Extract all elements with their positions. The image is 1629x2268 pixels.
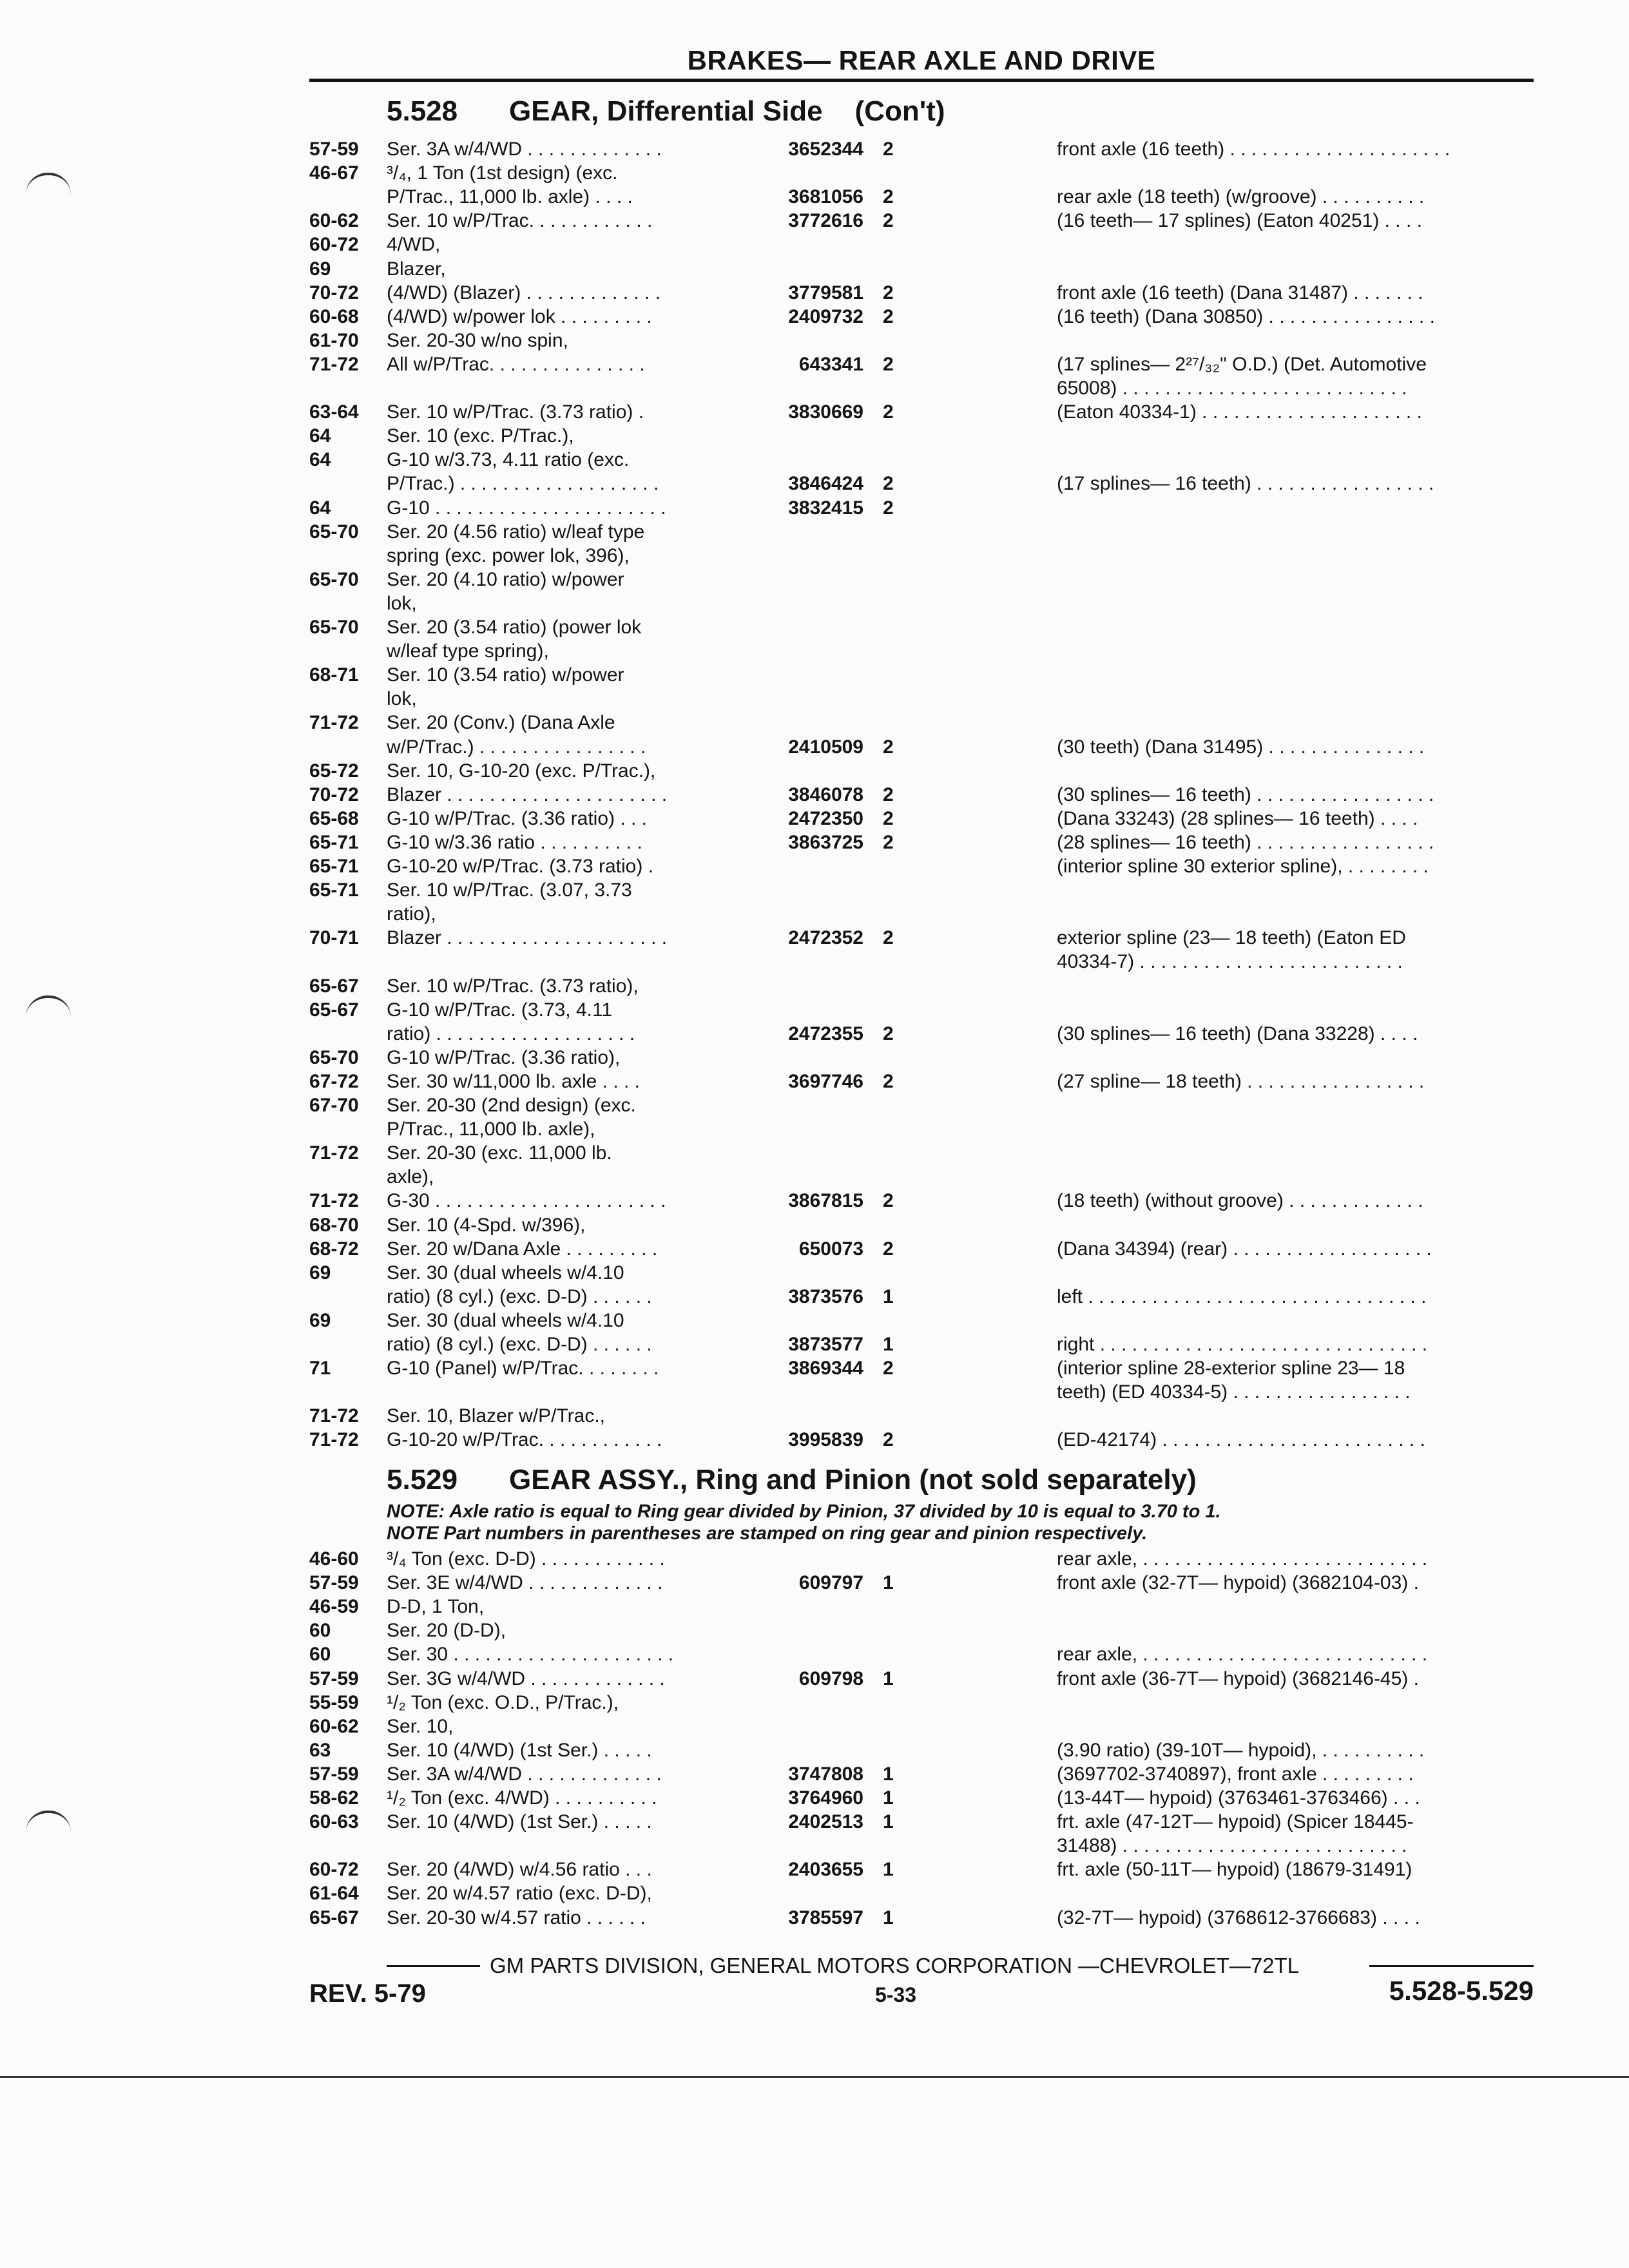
part-number: 2472350	[788, 807, 863, 829]
application: Ser. 20 (D-D),	[387, 1620, 506, 1642]
application: spring (exc. power lok, 396),	[387, 544, 630, 566]
model-years: 71-72	[309, 1429, 359, 1451]
part-number: 3873577	[788, 1334, 863, 1355]
model-years: 46-67	[309, 162, 359, 184]
remarks: (17 splines— 2²⁷/₃₂" O.D.) (Det. Automotive	[1057, 353, 1427, 375]
application: G-10 . . . . . . . . . . . . . . . . . . . . . .	[387, 497, 666, 519]
application: 4/WD,	[387, 234, 441, 256]
part-number: 3697746	[788, 1070, 863, 1092]
model-years: 64	[309, 425, 331, 447]
section-title: GEAR, Differential Side	[509, 95, 823, 127]
part-number: 3772616	[788, 210, 863, 232]
model-years: 65-70	[309, 1046, 359, 1068]
part-number: 3869344	[788, 1358, 863, 1379]
remarks: (30 splines— 16 teeth) . . . . . . . . . . . . . . . . .	[1057, 783, 1434, 805]
quantity: 2	[883, 139, 894, 160]
part-number: 3867815	[788, 1190, 863, 1212]
application: G-30 . . . . . . . . . . . . . . . . . . . . . .	[387, 1190, 666, 1212]
section-heading-5-528	[387, 95, 945, 128]
model-years: 65-70	[309, 617, 359, 638]
remarks: 65008) . . . . . . . . . . . . . . . . . . . . . . . . . . .	[1057, 378, 1407, 399]
remarks: (3697702-3740897), front axle . . . . . . . . .	[1057, 1763, 1414, 1785]
application: G-10 w/P/Trac. (3.73, 4.11	[387, 999, 613, 1021]
part-number: 3652344	[788, 139, 863, 160]
application: Ser. 10 (exc. P/Trac.),	[387, 425, 574, 447]
model-years: 69	[309, 258, 331, 280]
quantity: 2	[883, 210, 894, 232]
application: Ser. 10 (4/WD) (1st Ser.) . . . . .	[387, 1811, 652, 1833]
part-number: 3681056	[788, 186, 863, 208]
quantity: 2	[883, 353, 894, 375]
remarks: (27 spline— 18 teeth) . . . . . . . . . . . . . . . . .	[1057, 1070, 1425, 1092]
quantity: 2	[883, 1238, 894, 1260]
application: w/P/Trac.) . . . . . . . . . . . . . . . .	[387, 736, 646, 758]
application: Ser. 20-30 w/no spin,	[387, 329, 568, 351]
part-number: 2472355	[788, 1023, 863, 1044]
application: Ser. 20 (3.54 ratio) (power lok	[387, 617, 642, 638]
note-axle-ratio: NOTE: Axle ratio is equal to Ring gear divided by Pinion, 37 divided by 10 is equal to 3.70 to 1.	[387, 1501, 1221, 1522]
remarks: right . . . . . . . . . . . . . . . . . . . . . . . . . . . . . . .	[1057, 1334, 1428, 1355]
application: P/Trac., 11,000 lb. axle) . . . .	[387, 186, 633, 208]
model-years: 68-72	[309, 1238, 359, 1260]
part-number: 609798	[798, 1667, 863, 1689]
model-years: 71-72	[309, 1142, 359, 1164]
remarks: (3.90 ratio) (39-10T— hypoid), . . . . . . . . . .	[1057, 1739, 1425, 1761]
application: Ser. 10 w/P/Trac. (3.73 ratio),	[387, 975, 639, 997]
quantity: 2	[883, 1023, 894, 1044]
part-number: 3995839	[788, 1429, 863, 1451]
model-years: 64	[309, 497, 331, 519]
remarks: (13-44T— hypoid) (3763461-3763466) . . .	[1057, 1787, 1420, 1809]
application: ³/₄ Ton (exc. D-D) . . . . . . . . . . . .	[387, 1548, 665, 1570]
application: Ser. 10, G-10-20 (exc. P/Trac.),	[387, 760, 656, 782]
section-title: GEAR ASSY., Ring and Pinion (not sold separately)	[509, 1464, 1197, 1495]
model-years: 57-59	[309, 139, 359, 160]
application: ¹/₂ Ton (exc. O.D., P/Trac.),	[387, 1691, 619, 1713]
part-number: 3863725	[788, 831, 863, 853]
remarks: front axle (36-7T— hypoid) (3682146-45) .	[1057, 1667, 1419, 1689]
application: G-10 w/3.73, 4.11 ratio (exc.	[387, 449, 630, 471]
model-years: 65-68	[309, 807, 359, 829]
application: Ser. 20 (4.10 ratio) w/power	[387, 568, 624, 590]
model-years: 65-70	[309, 568, 359, 590]
part-number: 3785597	[788, 1907, 863, 1928]
model-years: 57-59	[309, 1763, 359, 1785]
part-number: 609797	[798, 1572, 863, 1594]
application: G-10 (Panel) w/P/Trac. . . . . . . .	[387, 1358, 659, 1379]
quantity: 1	[883, 1763, 894, 1785]
page-header-title: BRAKES— REAR AXLE AND DRIVE	[687, 45, 1156, 75]
model-years: 61-64	[309, 1883, 359, 1905]
model-years: 65-67	[309, 999, 359, 1021]
remarks: front axle (16 teeth) . . . . . . . . . . . . . . . . . . . . .	[1057, 139, 1451, 160]
model-years: 65-67	[309, 975, 359, 997]
model-years: 60	[309, 1620, 331, 1642]
binder-hole-mark	[26, 995, 71, 1017]
model-years: 64	[309, 449, 331, 471]
footer-section-range: 5.528-5.529	[1389, 1975, 1534, 2006]
part-number: 3832415	[788, 497, 863, 519]
quantity: 2	[883, 282, 894, 303]
quantity: 1	[883, 1907, 894, 1928]
model-years: 46-59	[309, 1596, 359, 1618]
model-years: 60-63	[309, 1811, 359, 1833]
model-years: 70-72	[309, 282, 359, 303]
application: G-10 w/3.36 ratio . . . . . . . . . .	[387, 831, 642, 853]
model-years: 55-59	[309, 1691, 359, 1713]
model-years: 57-59	[309, 1667, 359, 1689]
application: P/Trac.) . . . . . . . . . . . . . . . . . . .	[387, 473, 659, 495]
model-years: 60-72	[309, 234, 359, 256]
model-years: 70-72	[309, 783, 359, 805]
model-years: 63-64	[309, 401, 359, 423]
application: G-10 w/P/Trac. (3.36 ratio),	[387, 1046, 621, 1068]
model-years: 65-71	[309, 879, 359, 901]
section-heading-5-529	[387, 1464, 1197, 1496]
quantity: 2	[883, 473, 894, 495]
part-number: 3764960	[788, 1787, 863, 1809]
footer-page-number: 5-33	[874, 1983, 917, 2006]
quantity: 2	[883, 186, 894, 208]
remarks: 31488) . . . . . . . . . . . . . . . . . . . . . . . . . . .	[1057, 1835, 1407, 1857]
model-years: 67-72	[309, 1070, 359, 1092]
quantity: 1	[883, 1572, 894, 1594]
part-number: 650073	[798, 1238, 863, 1260]
part-number: 2409732	[788, 305, 863, 327]
footer-corporation: GM PARTS DIVISION, GENERAL MOTORS CORPORATION —CHEVROLET—72TL	[490, 1954, 1300, 1977]
application: Blazer . . . . . . . . . . . . . . . . . . . . .	[387, 927, 668, 949]
model-years: 71-72	[309, 1190, 359, 1212]
quantity: 2	[883, 1070, 894, 1092]
remarks: (32-7T— hypoid) (3768612-3766683) . . . .	[1057, 1907, 1420, 1928]
remarks: (interior spline 28-exterior spline 23— 18	[1057, 1358, 1405, 1379]
section-number: 5.529	[387, 1464, 458, 1495]
application: Ser. 3E w/4/WD . . . . . . . . . . . . .	[387, 1572, 663, 1594]
quantity: 1	[883, 1285, 894, 1307]
application: Ser. 3G w/4/WD . . . . . . . . . . . . .	[387, 1667, 665, 1689]
model-years: 71-72	[309, 712, 359, 734]
binder-hole-mark	[26, 173, 71, 195]
application: ratio) (8 cyl.) (exc. D-D) . . . . . .	[387, 1285, 652, 1307]
remarks: teeth) (ED 40334-5) . . . . . . . . . . . . . . . . .	[1057, 1381, 1411, 1403]
quantity: 1	[883, 1787, 894, 1809]
model-years: 65-71	[309, 856, 359, 877]
part-number: 2472352	[788, 927, 863, 949]
application: Ser. 10 (3.54 ratio) w/power	[387, 664, 624, 686]
remarks: (16 teeth— 17 splines) (Eaton 40251) . . . .	[1057, 210, 1422, 232]
remarks: (28 splines— 16 teeth) . . . . . . . . . . . . . . . . .	[1057, 831, 1434, 853]
quantity: 2	[883, 497, 894, 519]
quantity: 2	[883, 1358, 894, 1379]
application: lok,	[387, 592, 417, 614]
application: Blazer . . . . . . . . . . . . . . . . . . . . .	[387, 783, 668, 805]
part-number: 2403655	[788, 1859, 863, 1881]
remarks: frt. axle (47-12T— hypoid) (Spicer 18445-	[1057, 1811, 1414, 1833]
model-years: 60-72	[309, 1859, 359, 1881]
quantity: 2	[883, 736, 894, 758]
scan-edge-rule	[0, 2076, 1629, 2078]
remarks: (30 splines— 16 teeth) (Dana 33228) . . . .	[1057, 1023, 1418, 1044]
application: D-D, 1 Ton,	[387, 1596, 485, 1618]
quantity: 2	[883, 783, 894, 805]
model-years: 65-67	[309, 1907, 359, 1928]
model-years: 68-71	[309, 664, 359, 686]
quantity: 2	[883, 305, 894, 327]
model-years: 57-59	[309, 1572, 359, 1594]
application: Ser. 20-30 w/4.57 ratio . . . . . .	[387, 1907, 646, 1928]
remarks: 40334-7) . . . . . . . . . . . . . . . . . . . . . . . . .	[1057, 951, 1403, 973]
model-years: 69	[309, 1309, 331, 1331]
section-suffix: (Con't)	[854, 95, 945, 127]
model-years: 69	[309, 1262, 331, 1283]
section-number: 5.528	[387, 95, 458, 127]
application: Ser. 20 (4.56 ratio) w/leaf type	[387, 521, 645, 543]
header-rule	[309, 79, 1534, 82]
remarks: frt. axle (50-11T— hypoid) (18679-31491)	[1057, 1859, 1412, 1881]
remarks: (30 teeth) (Dana 31495) . . . . . . . . . . . . . . .	[1057, 736, 1425, 758]
part-number: 3830669	[788, 401, 863, 423]
application: lok,	[387, 688, 417, 710]
model-years: 65-71	[309, 831, 359, 853]
application: ratio),	[387, 903, 436, 925]
model-years: 46-60	[309, 1548, 359, 1570]
model-years: 70-71	[309, 927, 359, 949]
model-years: 61-70	[309, 329, 359, 351]
application: G-10 w/P/Trac. (3.36 ratio) . . .	[387, 807, 648, 829]
remarks: (17 splines— 16 teeth) . . . . . . . . . . . . . . . . .	[1057, 473, 1434, 495]
remarks: (Dana 34394) (rear) . . . . . . . . . . . . . . . . . . .	[1057, 1238, 1432, 1260]
application: Ser. 10, Blazer w/P/Trac.,	[387, 1405, 606, 1427]
remarks: left . . . . . . . . . . . . . . . . . . . . . . . . . . . . . . . .	[1057, 1285, 1427, 1307]
application: All w/P/Trac. . . . . . . . . . . . . . .	[387, 353, 645, 375]
model-years: 67-70	[309, 1095, 359, 1116]
application: Ser. 20-30 (2nd design) (exc.	[387, 1095, 636, 1116]
remarks: (18 teeth) (without groove) . . . . . . . . . . . . .	[1057, 1190, 1423, 1212]
model-years: 71	[309, 1358, 331, 1379]
remarks: (16 teeth) (Dana 30850) . . . . . . . . . . . . . . . .	[1057, 305, 1435, 327]
application: Ser. 30 (dual wheels w/4.10	[387, 1262, 624, 1283]
model-years: 60-62	[309, 1715, 359, 1737]
application: Ser. 20 (4/WD) w/4.56 ratio . . .	[387, 1859, 652, 1881]
model-years: 63	[309, 1739, 331, 1761]
application: Ser. 10,	[387, 1715, 454, 1737]
quantity: 2	[883, 807, 894, 829]
application: Blazer,	[387, 258, 446, 280]
quantity: 2	[883, 401, 894, 423]
remarks: (Dana 33243) (28 splines— 16 teeth) . . . .	[1057, 807, 1418, 829]
part-number: 3747808	[788, 1763, 863, 1785]
application: (4/WD) w/power lok . . . . . . . . .	[387, 305, 652, 327]
remarks: exterior spline (23— 18 teeth) (Eaton ED	[1057, 927, 1406, 949]
application: Ser. 10 (4-Spd. w/396),	[387, 1214, 586, 1236]
quantity: 2	[883, 1429, 894, 1451]
part-number: 3779581	[788, 282, 863, 303]
remarks: front axle (32-7T— hypoid) (3682104-03) .	[1057, 1572, 1419, 1594]
footer-rule	[387, 1965, 480, 1967]
remarks: front axle (16 teeth) (Dana 31487) . . . . . . .	[1057, 282, 1423, 303]
footer-revision: REV. 5-79	[309, 1979, 426, 2008]
application: ratio) (8 cyl.) (exc. D-D) . . . . . .	[387, 1334, 652, 1355]
application: ¹/₂ Ton (exc. 4/WD) . . . . . . . . . .	[387, 1787, 657, 1809]
application: Ser. 3A w/4/WD . . . . . . . . . . . . .	[387, 139, 662, 160]
application: ³/₄, 1 Ton (1st design) (exc.	[387, 162, 618, 184]
model-years: 68-70	[309, 1214, 359, 1236]
application: Ser. 30 . . . . . . . . . . . . . . . . . . . . .	[387, 1644, 674, 1666]
part-number: 3846078	[788, 783, 863, 805]
quantity: 1	[883, 1667, 894, 1689]
application: w/leaf type spring),	[387, 640, 549, 662]
model-years: 60	[309, 1644, 331, 1666]
remarks: rear axle, . . . . . . . . . . . . . . . . . . . . . . . . . . .	[1057, 1644, 1428, 1666]
application: Ser. 10 w/P/Trac. (3.07, 3.73	[387, 879, 632, 901]
part-number: 3873576	[788, 1285, 863, 1307]
model-years: 58-62	[309, 1787, 359, 1809]
application: Ser. 30 w/11,000 lb. axle . . . .	[387, 1070, 641, 1092]
model-years: 60-62	[309, 210, 359, 232]
binder-hole-mark	[26, 1811, 71, 1832]
application: Ser. 10 (4/WD) (1st Ser.) . . . . .	[387, 1739, 652, 1761]
part-number: 2402513	[788, 1811, 863, 1833]
model-years: 65-72	[309, 760, 359, 782]
application: Ser. 20 (Conv.) (Dana Axle	[387, 712, 615, 734]
part-number: 3846424	[788, 473, 863, 495]
model-years: 60-68	[309, 305, 359, 327]
remarks: rear axle, . . . . . . . . . . . . . . . . . . . . . . . . . . .	[1057, 1548, 1428, 1570]
application: Ser. 20 w/Dana Axle . . . . . . . . .	[387, 1238, 658, 1260]
remarks: (Eaton 40334-1) . . . . . . . . . . . . . . . . . . . . .	[1057, 401, 1422, 423]
application: G-10-20 w/P/Trac. (3.73 ratio) .	[387, 856, 654, 877]
application: Ser. 30 (dual wheels w/4.10	[387, 1309, 624, 1331]
application: Ser. 10 w/P/Trac. . . . . . . . . . . .	[387, 210, 653, 232]
part-number: 2410509	[788, 736, 863, 758]
application: Ser. 10 w/P/Trac. (3.73 ratio) .	[387, 401, 644, 423]
quantity: 1	[883, 1334, 894, 1355]
application: P/Trac., 11,000 lb. axle),	[387, 1119, 595, 1140]
remarks: rear axle (18 teeth) (w/groove) . . . . . . . . . .	[1057, 186, 1425, 208]
model-years: 71-72	[309, 1405, 359, 1427]
application: Ser. 20-30 (exc. 11,000 lb.	[387, 1142, 612, 1164]
application: (4/WD) (Blazer) . . . . . . . . . . . . .	[387, 282, 661, 303]
quantity: 2	[883, 1190, 894, 1212]
remarks: (ED-42174) . . . . . . . . . . . . . . . . . . . . . . . . .	[1057, 1429, 1425, 1451]
application: Ser. 3A w/4/WD . . . . . . . . . . . . .	[387, 1763, 662, 1785]
model-years: 71-72	[309, 353, 359, 375]
part-number: 643341	[798, 353, 863, 375]
model-years: 65-70	[309, 521, 359, 543]
quantity: 1	[883, 1811, 894, 1833]
quantity: 2	[883, 927, 894, 949]
footer-rule	[1369, 1965, 1534, 1967]
quantity: 1	[883, 1859, 894, 1881]
quantity: 2	[883, 831, 894, 853]
note-part-numbers: NOTE Part numbers in parentheses are stamped on ring gear and pinion respectively.	[387, 1523, 1148, 1544]
application: G-10-20 w/P/Trac. . . . . . . . . . . .	[387, 1429, 662, 1451]
application: axle),	[387, 1166, 434, 1188]
remarks: (interior spline 30 exterior spline), . . . . . . . .	[1057, 856, 1429, 877]
application: ratio) . . . . . . . . . . . . . . . . . . .	[387, 1023, 635, 1044]
application: Ser. 20 w/4.57 ratio (exc. D-D),	[387, 1883, 652, 1905]
